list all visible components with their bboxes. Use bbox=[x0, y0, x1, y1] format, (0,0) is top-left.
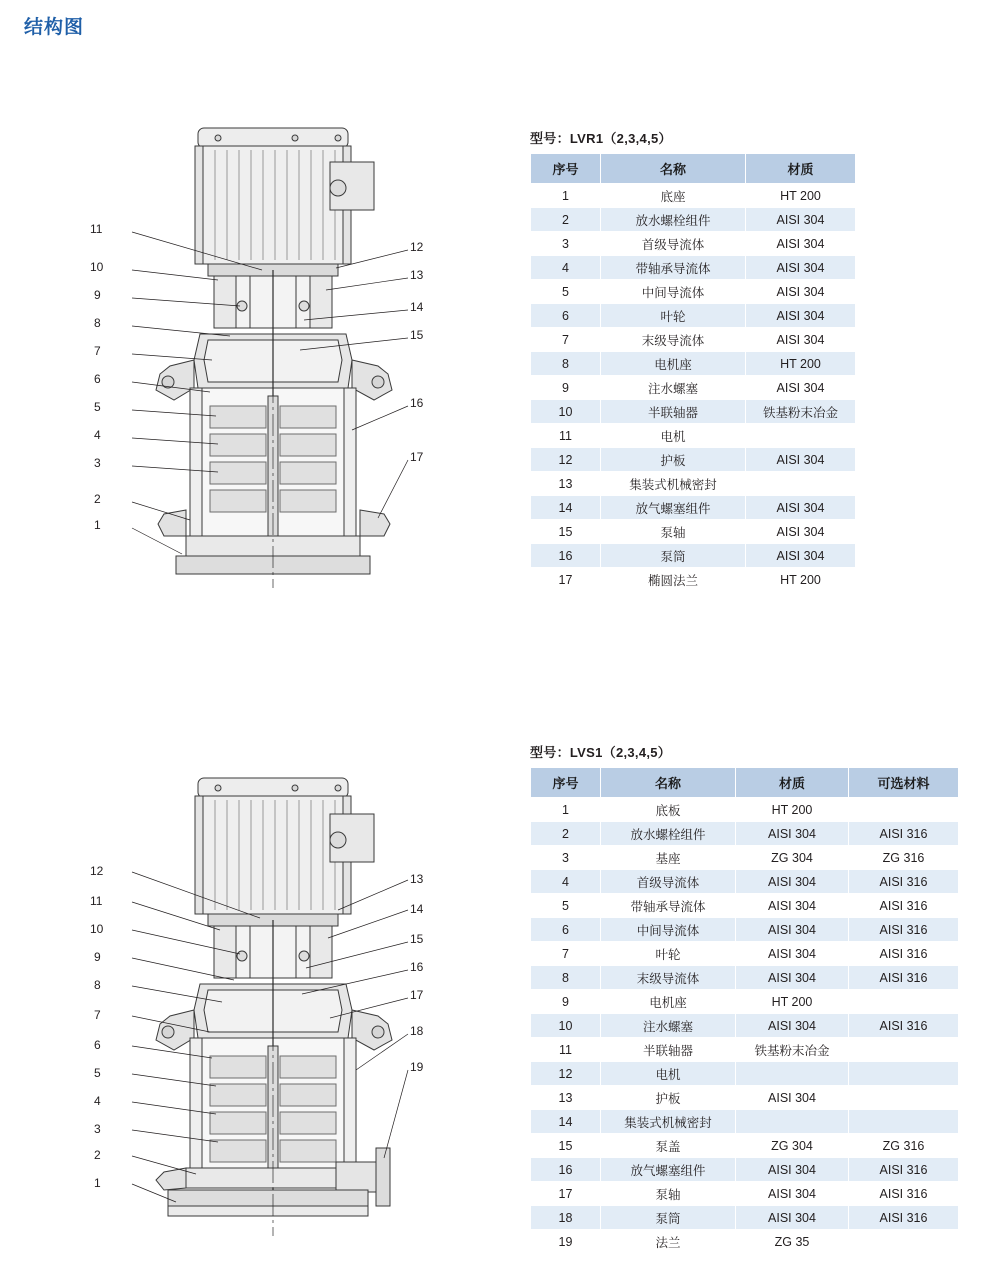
table-row bbox=[531, 400, 856, 424]
lvs-model-label: 型号： bbox=[530, 745, 570, 760]
callout-2-1: 1 bbox=[94, 1176, 101, 1190]
cell-material: 铁基粉末冶金 bbox=[746, 400, 856, 424]
callout-2-14: 14 bbox=[410, 902, 424, 916]
cell-name: 中间导流体 bbox=[601, 918, 736, 942]
cell-index: 12 bbox=[531, 1062, 601, 1086]
cell-optional: AISI 316 bbox=[849, 1182, 959, 1206]
cell-material: AISI 304 bbox=[746, 520, 856, 544]
cell-index: 13 bbox=[531, 1086, 601, 1110]
callout-1-10: 10 bbox=[90, 260, 104, 274]
callout-1-2: 2 bbox=[94, 492, 101, 506]
cell-name: 底板 bbox=[601, 798, 736, 822]
cell-index: 6 bbox=[531, 304, 601, 328]
cell-name: 底座 bbox=[601, 184, 746, 208]
cell-name: 放水螺栓组件 bbox=[601, 208, 746, 232]
table-row bbox=[531, 1206, 959, 1230]
cell-index: 7 bbox=[531, 328, 601, 352]
cell-material: AISI 304 bbox=[736, 1086, 849, 1110]
cell-material: AISI 304 bbox=[746, 304, 856, 328]
callout-2-12: 12 bbox=[90, 864, 104, 878]
cell-index: 6 bbox=[531, 918, 601, 942]
cell-name: 电机 bbox=[601, 1062, 736, 1086]
cell-name: 泵轴 bbox=[601, 1182, 736, 1206]
cell-material: AISI 304 bbox=[736, 1182, 849, 1206]
cell-material bbox=[746, 424, 856, 448]
callout-2-3: 3 bbox=[94, 1122, 101, 1136]
table-row bbox=[531, 966, 959, 990]
cell-optional: ZG 316 bbox=[849, 846, 959, 870]
cell-optional: ZG 316 bbox=[849, 1134, 959, 1158]
cell-optional: AISI 316 bbox=[849, 822, 959, 846]
cell-material: AISI 304 bbox=[746, 448, 856, 472]
cell-name: 叶轮 bbox=[601, 304, 746, 328]
cell-index: 1 bbox=[531, 184, 601, 208]
cell-name: 椭圆法兰 bbox=[601, 568, 746, 592]
callout-2-8: 8 bbox=[94, 978, 101, 992]
table-row bbox=[531, 1134, 959, 1158]
cell-index: 11 bbox=[531, 1038, 601, 1062]
table-row bbox=[531, 918, 959, 942]
cell-material: AISI 304 bbox=[746, 496, 856, 520]
cell-name: 注水螺塞 bbox=[601, 376, 746, 400]
table-row bbox=[531, 328, 856, 352]
cell-index: 9 bbox=[531, 376, 601, 400]
cell-material: AISI 304 bbox=[746, 280, 856, 304]
cell-name: 法兰 bbox=[601, 1230, 736, 1254]
cell-name: 泵轴 bbox=[601, 520, 746, 544]
cell-optional bbox=[849, 1086, 959, 1110]
cell-material: AISI 304 bbox=[736, 870, 849, 894]
callout-1-16: 16 bbox=[410, 396, 424, 410]
cell-material: AISI 304 bbox=[736, 966, 849, 990]
cell-index: 2 bbox=[531, 822, 601, 846]
cell-material: HT 200 bbox=[746, 184, 856, 208]
pump-diagram-lvs bbox=[90, 770, 490, 1240]
callout-2-6: 6 bbox=[94, 1038, 101, 1052]
lvr-model-label: 型号： bbox=[530, 131, 570, 146]
cell-name: 电机座 bbox=[601, 352, 746, 376]
callout-1-8: 8 bbox=[94, 316, 101, 330]
col-header-index: 序号 bbox=[531, 154, 601, 184]
lvs-parts-table-block bbox=[530, 742, 959, 1254]
callout-2-10: 10 bbox=[90, 922, 104, 936]
cell-name: 首级导流体 bbox=[601, 232, 746, 256]
cell-material: AISI 304 bbox=[736, 1158, 849, 1182]
callout-1-15: 15 bbox=[410, 328, 424, 342]
cell-material: AISI 304 bbox=[736, 1206, 849, 1230]
table-row bbox=[531, 496, 856, 520]
cell-material: HT 200 bbox=[746, 352, 856, 376]
table-row bbox=[531, 568, 856, 592]
cell-name: 护板 bbox=[601, 448, 746, 472]
cell-name: 中间导流体 bbox=[601, 280, 746, 304]
callout-2-2: 2 bbox=[94, 1148, 101, 1162]
callout-1-9: 9 bbox=[94, 288, 101, 302]
cell-index: 13 bbox=[531, 472, 601, 496]
table-row bbox=[531, 894, 959, 918]
table-row bbox=[531, 798, 959, 822]
cell-name: 护板 bbox=[601, 1086, 736, 1110]
table-row bbox=[531, 1182, 959, 1206]
cell-material: HT 200 bbox=[746, 568, 856, 592]
cell-name: 首级导流体 bbox=[601, 870, 736, 894]
lvr-parts-table bbox=[530, 153, 856, 592]
callout-2-18: 18 bbox=[410, 1024, 424, 1038]
table-row bbox=[531, 1230, 959, 1254]
cell-index: 14 bbox=[531, 1110, 601, 1134]
cell-material: AISI 304 bbox=[736, 1014, 849, 1038]
cell-index: 15 bbox=[531, 520, 601, 544]
cell-material: ZG 35 bbox=[736, 1230, 849, 1254]
table-row bbox=[531, 376, 856, 400]
col-header-index: 序号 bbox=[531, 768, 601, 798]
cell-index: 19 bbox=[531, 1230, 601, 1254]
table-row bbox=[531, 870, 959, 894]
table-row bbox=[531, 1158, 959, 1182]
cell-material: AISI 304 bbox=[736, 942, 849, 966]
table-row bbox=[531, 232, 856, 256]
cell-material: AISI 304 bbox=[746, 208, 856, 232]
cell-material: AISI 304 bbox=[746, 232, 856, 256]
cell-index: 3 bbox=[531, 846, 601, 870]
lvr-model-value: LVR1（2,3,4,5） bbox=[569, 131, 672, 146]
lvs-parts-table bbox=[530, 767, 959, 1254]
cell-name: 带轴承导流体 bbox=[601, 256, 746, 280]
table-row bbox=[531, 208, 856, 232]
callout-1-6: 6 bbox=[94, 372, 101, 386]
cell-material: AISI 304 bbox=[736, 894, 849, 918]
cell-index: 8 bbox=[531, 966, 601, 990]
callout-1-17: 17 bbox=[410, 450, 424, 464]
cell-index: 16 bbox=[531, 544, 601, 568]
cell-name: 泵盖 bbox=[601, 1134, 736, 1158]
cell-index: 16 bbox=[531, 1158, 601, 1182]
cell-optional: AISI 316 bbox=[849, 1158, 959, 1182]
callout-1-13: 13 bbox=[410, 268, 424, 282]
callout-1-12: 12 bbox=[410, 240, 424, 254]
cell-material: AISI 304 bbox=[746, 544, 856, 568]
cell-index: 17 bbox=[531, 568, 601, 592]
callout-1-4: 4 bbox=[94, 428, 101, 442]
cell-name: 半联轴器 bbox=[601, 1038, 736, 1062]
cell-name: 末级导流体 bbox=[601, 328, 746, 352]
cell-material: ZG 304 bbox=[736, 846, 849, 870]
table-header-row bbox=[531, 154, 856, 184]
cell-name: 末级导流体 bbox=[601, 966, 736, 990]
col-header-optional-material: 可选材料 bbox=[849, 768, 959, 798]
cell-index: 7 bbox=[531, 942, 601, 966]
table-row bbox=[531, 1110, 959, 1134]
callout-1-5: 5 bbox=[94, 400, 101, 414]
cell-index: 10 bbox=[531, 400, 601, 424]
table-row bbox=[531, 990, 959, 1014]
cell-name: 电机 bbox=[601, 424, 746, 448]
cell-optional: AISI 316 bbox=[849, 1206, 959, 1230]
cell-material: ZG 304 bbox=[736, 1134, 849, 1158]
cell-name: 半联轴器 bbox=[601, 400, 746, 424]
cell-index: 12 bbox=[531, 448, 601, 472]
col-header-name: 名称 bbox=[601, 768, 736, 798]
table-row bbox=[531, 1038, 959, 1062]
cell-name: 电机座 bbox=[601, 990, 736, 1014]
cell-name: 放水螺栓组件 bbox=[601, 822, 736, 846]
callout-1-1: 1 bbox=[94, 518, 101, 532]
cell-index: 4 bbox=[531, 870, 601, 894]
callout-1-14: 14 bbox=[410, 300, 424, 314]
cell-name: 放气螺塞组件 bbox=[601, 496, 746, 520]
table-row bbox=[531, 304, 856, 328]
table-row bbox=[531, 1014, 959, 1038]
pump-drawing-svg-2 bbox=[90, 770, 490, 1240]
cell-name: 泵筒 bbox=[601, 544, 746, 568]
cell-optional bbox=[849, 1230, 959, 1254]
cell-material: AISI 304 bbox=[736, 918, 849, 942]
cell-material: HT 200 bbox=[736, 990, 849, 1014]
cell-index: 3 bbox=[531, 232, 601, 256]
cell-material: HT 200 bbox=[736, 798, 849, 822]
callout-1-3: 3 bbox=[94, 456, 101, 470]
page-title: 结构图 bbox=[24, 17, 85, 38]
table-row bbox=[531, 544, 856, 568]
cell-name: 集装式机械密封 bbox=[601, 472, 746, 496]
callout-2-11: 11 bbox=[90, 894, 103, 908]
cell-material: AISI 304 bbox=[746, 328, 856, 352]
callout-1-7: 7 bbox=[94, 344, 101, 358]
callout-2-7: 7 bbox=[94, 1008, 101, 1022]
cell-index: 15 bbox=[531, 1134, 601, 1158]
lvr-model-line bbox=[530, 128, 856, 147]
cell-optional: AISI 316 bbox=[849, 1014, 959, 1038]
cell-optional bbox=[849, 798, 959, 822]
cell-optional: AISI 316 bbox=[849, 942, 959, 966]
table-row bbox=[531, 256, 856, 280]
table-row bbox=[531, 448, 856, 472]
table-row bbox=[531, 280, 856, 304]
cell-index: 10 bbox=[531, 1014, 601, 1038]
callout-1-11: 11 bbox=[90, 222, 103, 236]
table-row bbox=[531, 1086, 959, 1110]
cell-optional: AISI 316 bbox=[849, 894, 959, 918]
cell-index: 18 bbox=[531, 1206, 601, 1230]
cell-material: AISI 304 bbox=[746, 256, 856, 280]
callout-2-4: 4 bbox=[94, 1094, 101, 1108]
lvs-model-line bbox=[530, 742, 959, 761]
table-row bbox=[531, 424, 856, 448]
cell-index: 14 bbox=[531, 496, 601, 520]
cell-name: 泵筒 bbox=[601, 1206, 736, 1230]
table-row bbox=[531, 520, 856, 544]
cell-index: 5 bbox=[531, 280, 601, 304]
cell-optional: AISI 316 bbox=[849, 918, 959, 942]
cell-index: 1 bbox=[531, 798, 601, 822]
cell-optional bbox=[849, 990, 959, 1014]
callout-2-13: 13 bbox=[410, 872, 424, 886]
cell-optional bbox=[849, 1062, 959, 1086]
cell-name: 带轴承导流体 bbox=[601, 894, 736, 918]
cell-name: 集装式机械密封 bbox=[601, 1110, 736, 1134]
cell-optional: AISI 316 bbox=[849, 966, 959, 990]
cell-index: 8 bbox=[531, 352, 601, 376]
cell-material: AISI 304 bbox=[746, 376, 856, 400]
pump-diagram-lvr bbox=[90, 110, 490, 590]
cell-index: 17 bbox=[531, 1182, 601, 1206]
table-row bbox=[531, 942, 959, 966]
callout-2-9: 9 bbox=[94, 950, 101, 964]
cell-material bbox=[746, 472, 856, 496]
table-row bbox=[531, 846, 959, 870]
table-row bbox=[531, 184, 856, 208]
callout-2-15: 15 bbox=[410, 932, 424, 946]
table-row bbox=[531, 352, 856, 376]
cell-material bbox=[736, 1062, 849, 1086]
col-header-material: 材质 bbox=[736, 768, 849, 798]
cell-name: 叶轮 bbox=[601, 942, 736, 966]
cell-material: AISI 304 bbox=[736, 822, 849, 846]
cell-index: 4 bbox=[531, 256, 601, 280]
col-header-material: 材质 bbox=[746, 154, 856, 184]
cell-material bbox=[736, 1110, 849, 1134]
table-row bbox=[531, 822, 959, 846]
callout-2-16: 16 bbox=[410, 960, 424, 974]
cell-optional: AISI 316 bbox=[849, 870, 959, 894]
table-row bbox=[531, 472, 856, 496]
callout-2-17: 17 bbox=[410, 988, 424, 1002]
lvs-model-value: LVS1（2,3,4,5） bbox=[569, 745, 672, 760]
pump-drawing-svg-1 bbox=[90, 110, 490, 590]
cell-optional bbox=[849, 1038, 959, 1062]
table-header-row bbox=[531, 768, 959, 798]
cell-name: 放气螺塞组件 bbox=[601, 1158, 736, 1182]
cell-index: 9 bbox=[531, 990, 601, 1014]
cell-material: 铁基粉末冶金 bbox=[736, 1038, 849, 1062]
callout-2-5: 5 bbox=[94, 1066, 101, 1080]
table-row bbox=[531, 1062, 959, 1086]
callout-2-19: 19 bbox=[410, 1060, 424, 1074]
cell-name: 注水螺塞 bbox=[601, 1014, 736, 1038]
cell-name: 基座 bbox=[601, 846, 736, 870]
col-header-name: 名称 bbox=[601, 154, 746, 184]
cell-index: 11 bbox=[531, 424, 601, 448]
cell-optional bbox=[849, 1110, 959, 1134]
lvr-parts-table-block bbox=[530, 128, 856, 592]
cell-index: 2 bbox=[531, 208, 601, 232]
cell-index: 5 bbox=[531, 894, 601, 918]
